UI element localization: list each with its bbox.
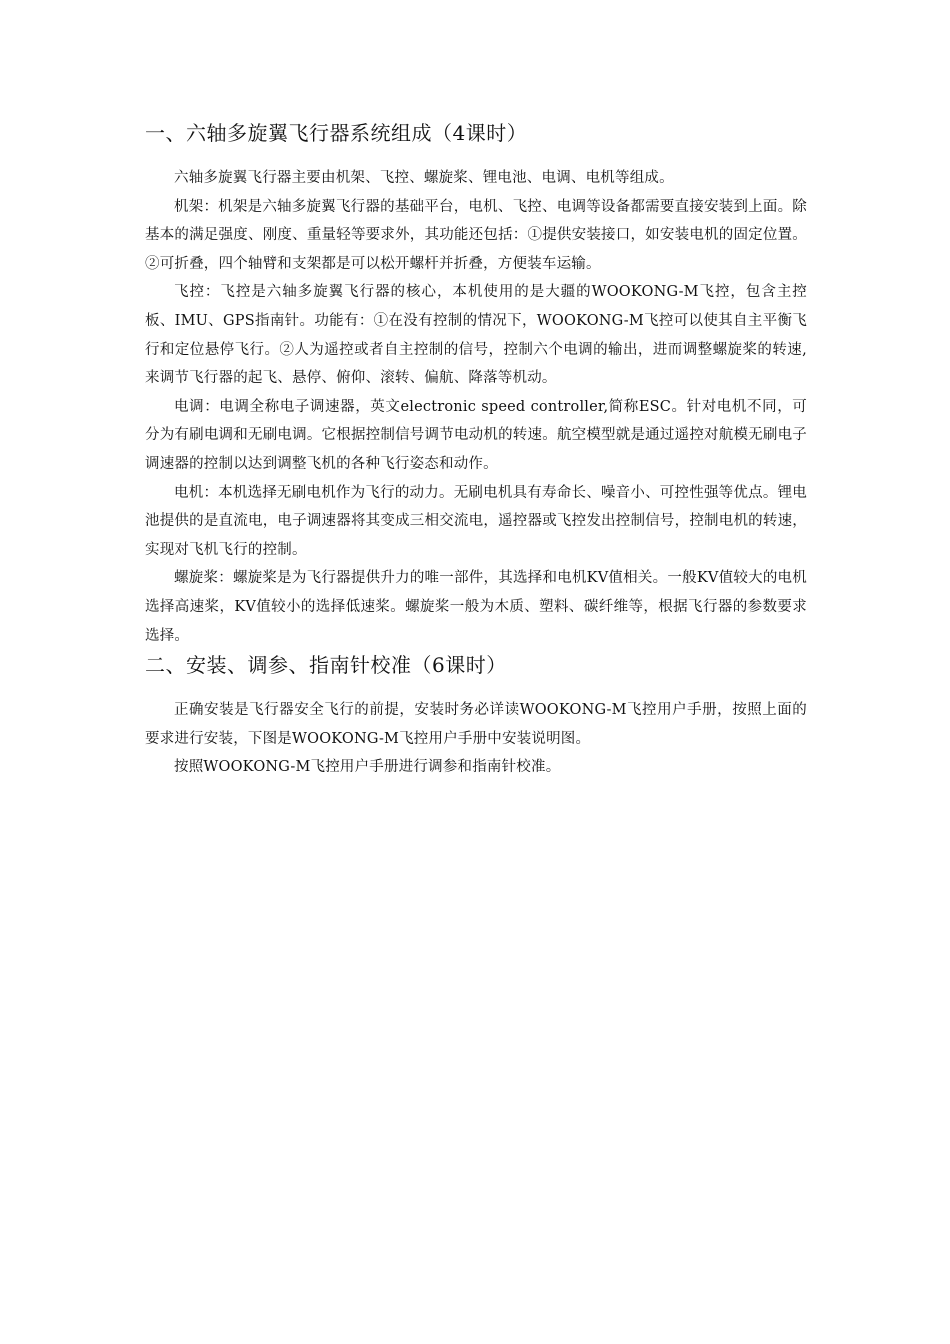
section-1-heading: 一、六轴多旋翼飞行器系统组成（4课时）	[145, 121, 528, 145]
section-1-paragraph-intro: 六轴多旋翼飞行器主要由机架、飞控、螺旋桨、锂电池、电调、电机等组成。	[174, 170, 674, 186]
section-1-paragraph-frame: 机架：机架是六轴多旋翼飞行器的基础平台，电机、飞控、电调等设备都需要直接安装到上面。除基本的满足强度、刚度、重量轻等要求外，其功能还包括：①提供安装接口，如安装电机的固定位置。②可折叠，四个轴臂和支架都是可以松开螺杆并折叠，方便装车运输。	[145, 198, 807, 272]
section-2-paragraph-installation: 正确安装是飞行器安全飞行的前提，安装时务必详读WOOKONG-M飞控用户手册，按照上面的要求进行安装，下图是WOOKONG-M飞控用户手册中安装说明图。	[145, 702, 807, 747]
document-body	[145, 118, 807, 782]
section-1-paragraph-flight-controller: 飞控：飞控是六轴多旋翼飞行器的核心，本机使用的是大疆的WOOKONG-M飞控，包含主控板、IMU、GPS指南针。功能有：①在没有控制的情况下，WOOKONG-M飞控可以使其自主平衡飞行和定位悬停飞行。②人为遥控或者自主控制的信号，控制六个电调的输出，进而调整螺旋桨的转速,来调节飞行器的起飞、悬停、俯仰、滚转、偏航、降落等机动。	[145, 284, 807, 387]
section-2-paragraph-calibration: 按照WOOKONG-M飞控用户手册进行调参和指南针校准。	[174, 759, 561, 776]
section-1-paragraph-esc: 电调：电调全称电子调速器，英文electronic speed controller,简称ESC。针对电机不同，可分为有刷电调和无刷电调。它根据控制信号调节电动机的转速。航空模型就是通过遥控对航模无刷电子调速器的控制以达到调整飞机的各种飞行姿态和动作。	[145, 398, 807, 472]
section-1-paragraph-propeller: 螺旋桨：螺旋桨是为飞行器提供升力的唯一部件，其选择和电机KV值相关。一般KV值较大的电机选择高速桨，KV值较小的选择低速桨。螺旋桨一般为木质、塑料、碳纤维等，根据飞行器的参数要求选择。	[145, 570, 807, 644]
section-1-paragraph-motor: 电机：本机选择无刷电机作为飞行的动力。无刷电机具有寿命长、噪音小、可控性强等优点。锂电池提供的是直流电，电子调速器将其变成三相交流电，遥控器或飞控发出控制信号，控制电机的转速，实现对飞机飞行的控制。	[145, 484, 807, 558]
section-2-heading: 二、安装、调参、指南针校准（6课时）	[145, 653, 507, 678]
